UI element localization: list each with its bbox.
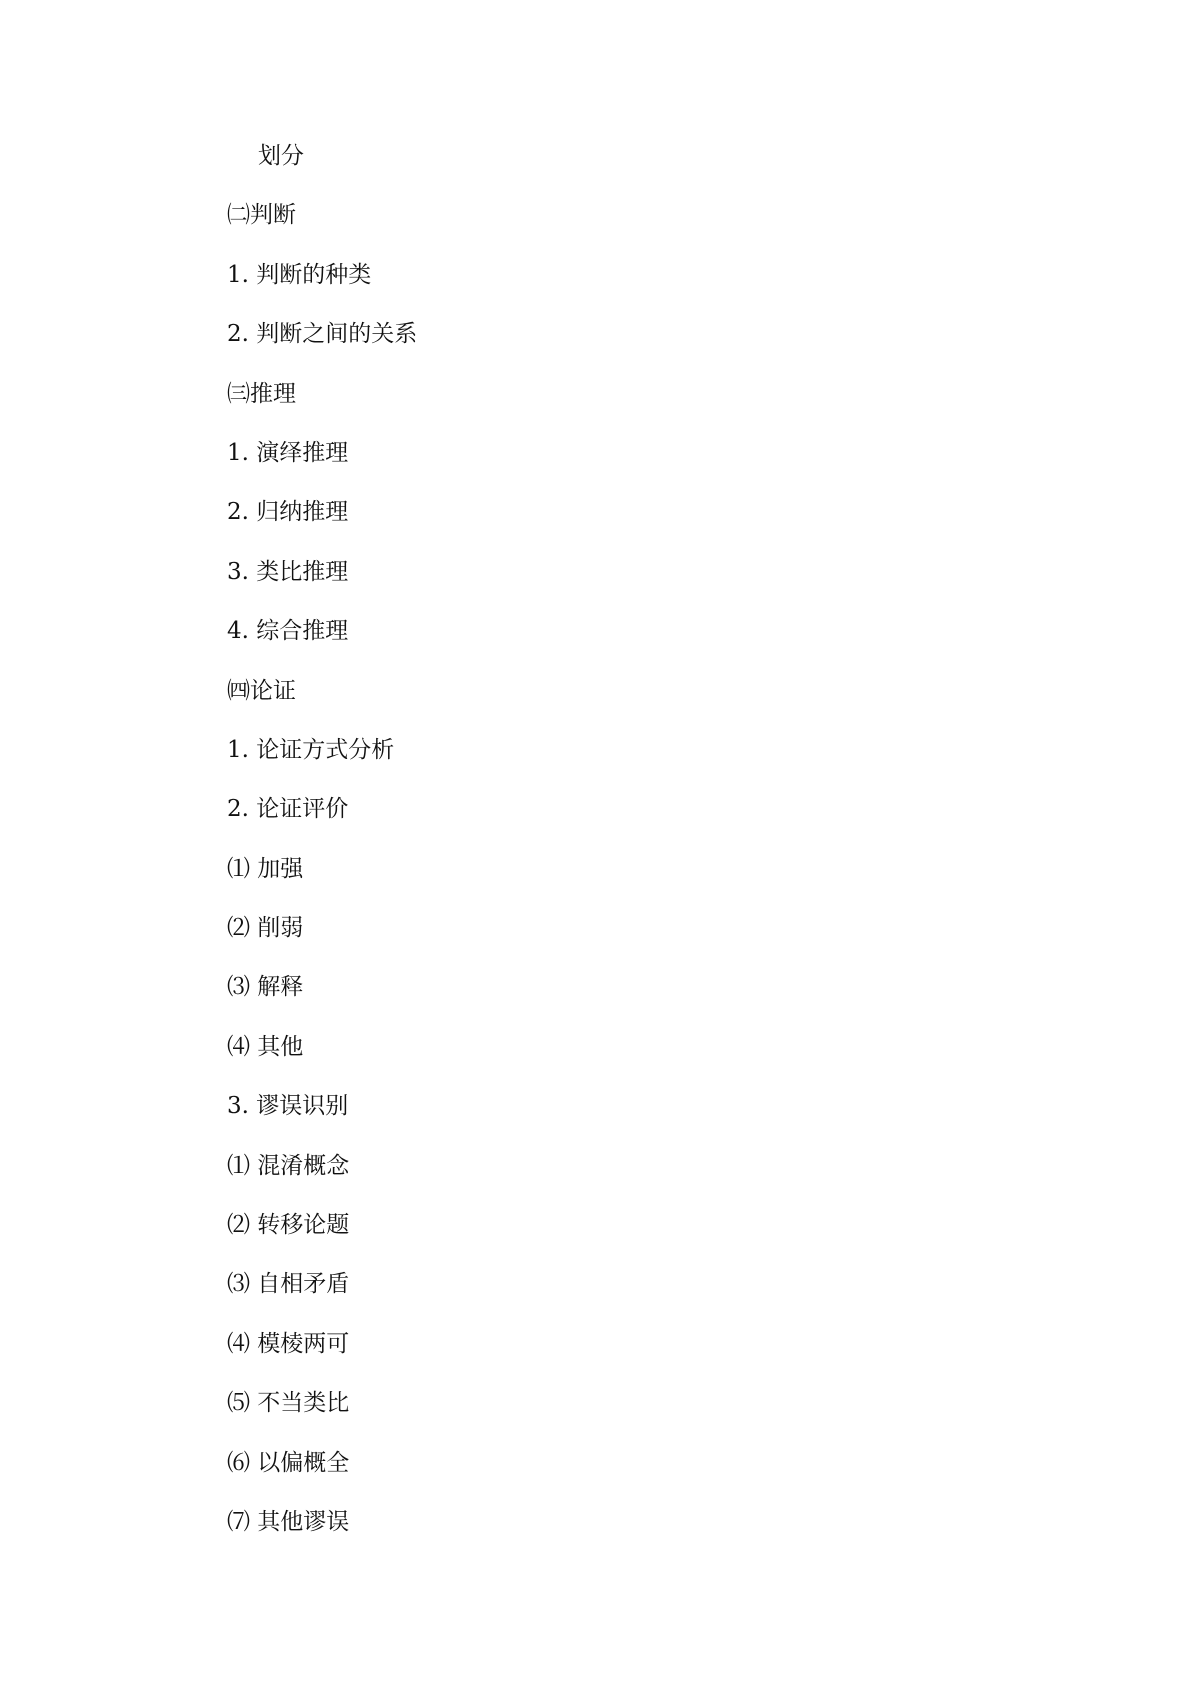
outline-subline: ⑶ 解释 (227, 974, 304, 1001)
outline-subline: ⑸ 不当类比 (227, 1390, 350, 1417)
outline-line: 1. 演绎推理 (227, 439, 349, 466)
outline-line: 1. 判断的种类 (227, 261, 372, 288)
outline-line: 3. 类比推理 (227, 558, 349, 585)
outline-subline: ⑶ 自相矛盾 (227, 1271, 350, 1298)
outline-line: 2. 论证评价 (227, 796, 349, 823)
outline-line: 划分 (258, 143, 304, 169)
outline-line: 2. 判断之间的关系 (227, 321, 418, 348)
outline-subline: ⑴ 加强 (227, 855, 304, 882)
outline-subline: ⑷ 模棱两可 (227, 1330, 350, 1357)
outline-subline: ⑷ 其他 (227, 1033, 304, 1060)
outline-subline: ⑵ 转移论题 (227, 1212, 350, 1239)
outline-line: 2. 归纳推理 (227, 499, 349, 526)
section-heading: ㈡判断 (227, 202, 296, 229)
outline-subline: ⑺ 其他谬误 (227, 1508, 350, 1535)
outline-subline: ⑵ 削弱 (227, 915, 304, 942)
section-heading: ㈢推理 (227, 380, 296, 407)
outline-line: 1. 论证方式分析 (227, 736, 395, 763)
section-heading: ㈣论证 (227, 677, 296, 704)
outline-subline: ⑹ 以偏概全 (227, 1449, 350, 1476)
outline-list (227, 138, 417, 1563)
outline-line: 3. 谬误识别 (227, 1093, 349, 1120)
outline-subline: ⑴ 混淆概念 (227, 1152, 350, 1179)
outline-line: 4. 综合推理 (227, 618, 349, 645)
